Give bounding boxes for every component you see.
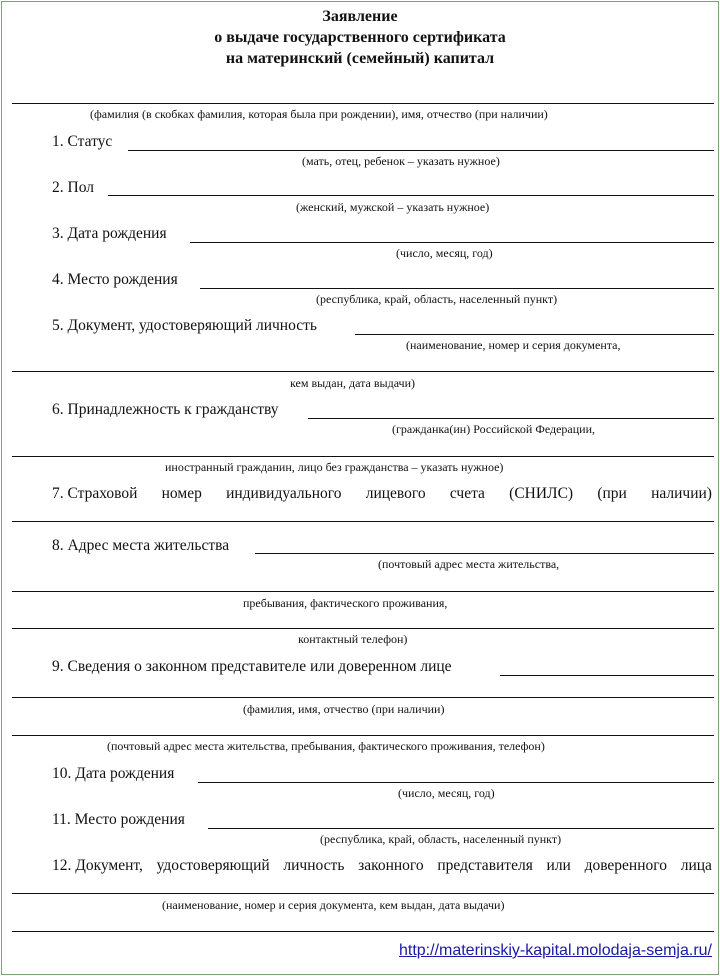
dob-hint: (число, месяц, год) xyxy=(396,246,493,260)
fio-input-line[interactable] xyxy=(12,103,714,104)
form-subtitle-2: на материнский (семейный) капитал xyxy=(225,50,495,67)
id-doc-hint: (наименование, номер и серия документа, xyxy=(406,338,621,352)
source-url-link[interactable]: http://materinskiy-kapital.molodaja-semja.ru/ xyxy=(398,942,712,959)
rep-doc-word: удостоверяющий xyxy=(156,857,270,874)
dob-input-line[interactable] xyxy=(190,242,714,243)
rep-pob-label: 11. Место рождения xyxy=(52,811,185,828)
snils-word: 7. Страховой xyxy=(52,485,138,502)
rep-doc-word: 12. Документ, xyxy=(52,857,143,874)
fio-hint: (фамилия (в скобках фамилия, которая была при рождении), имя, отчество (при наличии) xyxy=(90,107,548,121)
rep-doc-hint: (наименование, номер и серия документа, кем выдан, дата выдачи) xyxy=(162,898,505,912)
pob-label: 4. Место рождения xyxy=(52,271,178,288)
status-label: 1. Статус xyxy=(52,133,113,150)
pob-input-line[interactable] xyxy=(200,288,714,289)
representative-label: 9. Сведения о законном представителе или доверенном лице xyxy=(52,658,452,675)
address-label: 8. Адрес места жительства xyxy=(52,537,230,554)
rep-doc-word: личность xyxy=(283,857,345,874)
snils-input-line[interactable] xyxy=(12,521,714,522)
address-hint-3: контактный телефон) xyxy=(298,632,408,646)
citizenship-hint-2: иностранный гражданин, лицо без гражданства – указать нужное) xyxy=(165,460,504,474)
representative-fio-hint: (фамилия, имя, отчество (при наличии) xyxy=(243,702,445,716)
status-input-line[interactable] xyxy=(128,150,714,151)
dob-label: 3. Дата рождения xyxy=(52,225,167,242)
rep-dob-label: 10. Дата рождения xyxy=(52,765,175,782)
snils-word: индивидуального xyxy=(226,485,342,502)
representative-input-line[interactable] xyxy=(500,675,714,676)
rep-doc-word: лица xyxy=(680,857,712,874)
citizenship-input-line[interactable] xyxy=(308,418,714,419)
snils-word: (СНИЛС) xyxy=(509,485,574,502)
address-input-line-2[interactable] xyxy=(12,591,714,592)
rep-pob-hint: (республика, край, область, населенный пункт) xyxy=(320,832,562,846)
rep-doc-word: доверенного xyxy=(584,857,667,874)
snils-word: наличии) xyxy=(651,485,712,502)
rep-doc-input-line[interactable] xyxy=(12,893,714,894)
id-doc-hint-2: кем выдан, дата выдачи) xyxy=(290,376,416,390)
rep-doc-word: законного xyxy=(358,857,424,874)
snils-word: (при xyxy=(597,485,627,502)
sex-input-line[interactable] xyxy=(108,195,714,196)
address-hint: (почтовый адрес места жительства, xyxy=(378,557,560,571)
form-title: Заявление xyxy=(322,8,398,25)
citizenship-input-line-2[interactable] xyxy=(12,456,714,457)
rep-dob-hint: (число, месяц, год) xyxy=(398,786,495,800)
snils-word: номер xyxy=(161,485,202,502)
rep-doc-word: представителя xyxy=(437,857,533,874)
id-doc-input-line-2[interactable] xyxy=(12,371,714,372)
rep-dob-input-line[interactable] xyxy=(198,782,714,783)
id-doc-label: 5. Документ, удостоверяющий личность xyxy=(52,317,317,334)
address-input-line[interactable] xyxy=(255,553,714,554)
snils-label xyxy=(52,485,712,503)
rep-pob-input-line[interactable] xyxy=(208,828,714,829)
representative-address-hint: (почтовый адрес места жительства, пребывания, фактического проживания, телефон) xyxy=(107,739,545,753)
pob-hint: (республика, край, область, населенный пункт) xyxy=(316,292,558,306)
id-doc-input-line[interactable] xyxy=(355,334,714,335)
citizenship-label: 6. Принадлежность к гражданству xyxy=(52,401,279,418)
status-hint: (мать, отец, ребенок – указать нужное) xyxy=(302,154,500,168)
representative-fio-input-line[interactable] xyxy=(12,697,714,698)
address-input-line-3[interactable] xyxy=(12,628,714,629)
representative-address-input-line[interactable] xyxy=(12,735,714,736)
snils-word: счета xyxy=(449,485,485,502)
sex-hint: (женский, мужской – указать нужное) xyxy=(296,200,490,214)
snils-word: лицевого xyxy=(365,485,426,502)
rep-doc-input-line-2[interactable] xyxy=(12,931,714,932)
citizenship-hint: (гражданка(ин) Российской Федерации, xyxy=(392,422,596,436)
address-hint-2: пребывания, фактического проживания, xyxy=(243,596,448,610)
rep-doc-word: или xyxy=(546,857,571,874)
form-subtitle-1: о выдаче государственного сертификата xyxy=(214,29,506,46)
sex-label: 2. Пол xyxy=(52,179,94,196)
rep-doc-label xyxy=(52,857,712,875)
